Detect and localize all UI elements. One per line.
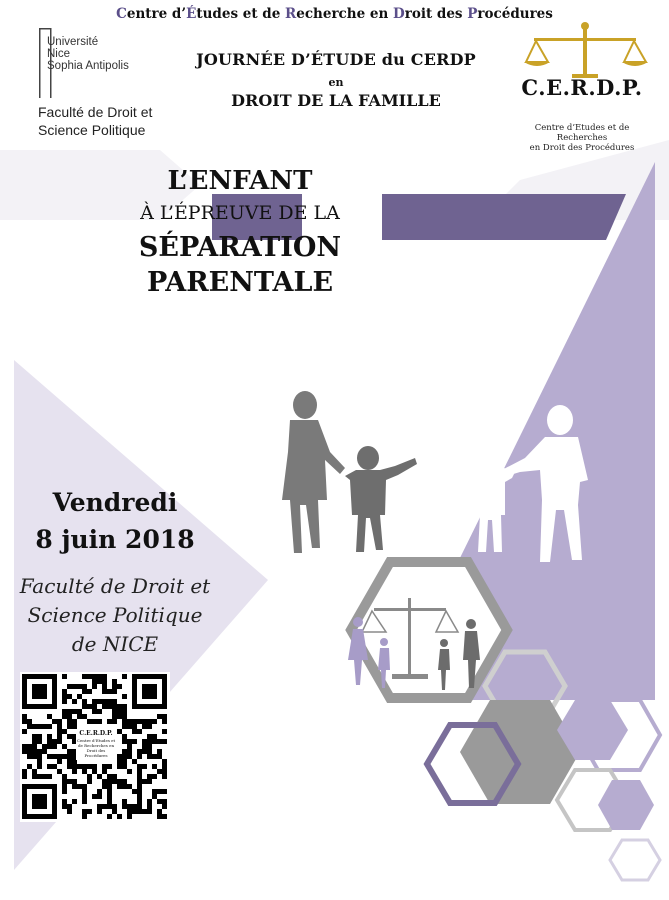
venue-line-2: Science Politique (27, 603, 203, 627)
mother-silhouette (282, 391, 345, 553)
faculty-line-1: Faculté de Droit et (38, 104, 153, 120)
venue-line-3: de NICE (71, 632, 159, 656)
title-line-3: SÉPARATION (138, 232, 342, 263)
boy-silhouette-gray (345, 446, 417, 552)
cerdp-full-line-1: Centre d’Etudes et de Recherches (534, 123, 630, 143)
organization-line-part: echerche en (296, 6, 393, 22)
university-name (47, 36, 137, 72)
faculty-line-2: Science Politique (38, 122, 146, 138)
event-connector: en (328, 76, 344, 89)
university-name-line-2: Nice (47, 48, 71, 60)
organization-line-part: R (285, 6, 297, 22)
organization-line-part: C (116, 6, 127, 22)
hexagon-small-3 (610, 840, 660, 880)
organization-line-part: P (467, 6, 478, 22)
title-line-4: PARENTALE (146, 267, 334, 298)
faculty-name (38, 103, 178, 139)
event-date: 8 juin 2018 (35, 525, 195, 554)
cerdp-full-line-2: en Droit des Procédures (529, 143, 635, 153)
university-name-line-3: Sophia Antipolis (47, 60, 129, 72)
organization-line-part: rocédures (477, 6, 553, 22)
title-bar-right (382, 194, 626, 240)
hexagon-main (351, 562, 507, 698)
organization-line-part: É (186, 6, 197, 22)
hexagon-lavender-2 (598, 780, 654, 830)
event-day: Vendredi (52, 488, 178, 517)
title-line-2: À L’ÉPREUVE DE LA (140, 202, 340, 224)
organization-line-part: entre d’ (126, 6, 187, 22)
cerdp-acronym: C.E.R.D.P. (521, 75, 643, 100)
qr-center-sub: Centre d’Etudes et de Recherches en Droit des Procédures (76, 738, 116, 758)
university-name-line-1: Université (47, 36, 99, 48)
event-subject: DROIT DE LA FAMILLE (231, 91, 441, 110)
event-title: JOURNÉE D’ÉTUDE du CERDP (196, 50, 476, 69)
qr-center-label: C.E.R.D.P. (79, 730, 113, 737)
cerdp-full-name (512, 123, 652, 153)
qr-center-logo (76, 730, 116, 760)
title-line-1: L’ENFANT (167, 166, 313, 196)
organization-line-part: tudes et de (196, 6, 285, 22)
venue-line-1: Faculté de Droit et (19, 574, 211, 598)
organization-line-part: roit des (404, 6, 468, 22)
organization-line-part: D (393, 6, 405, 22)
